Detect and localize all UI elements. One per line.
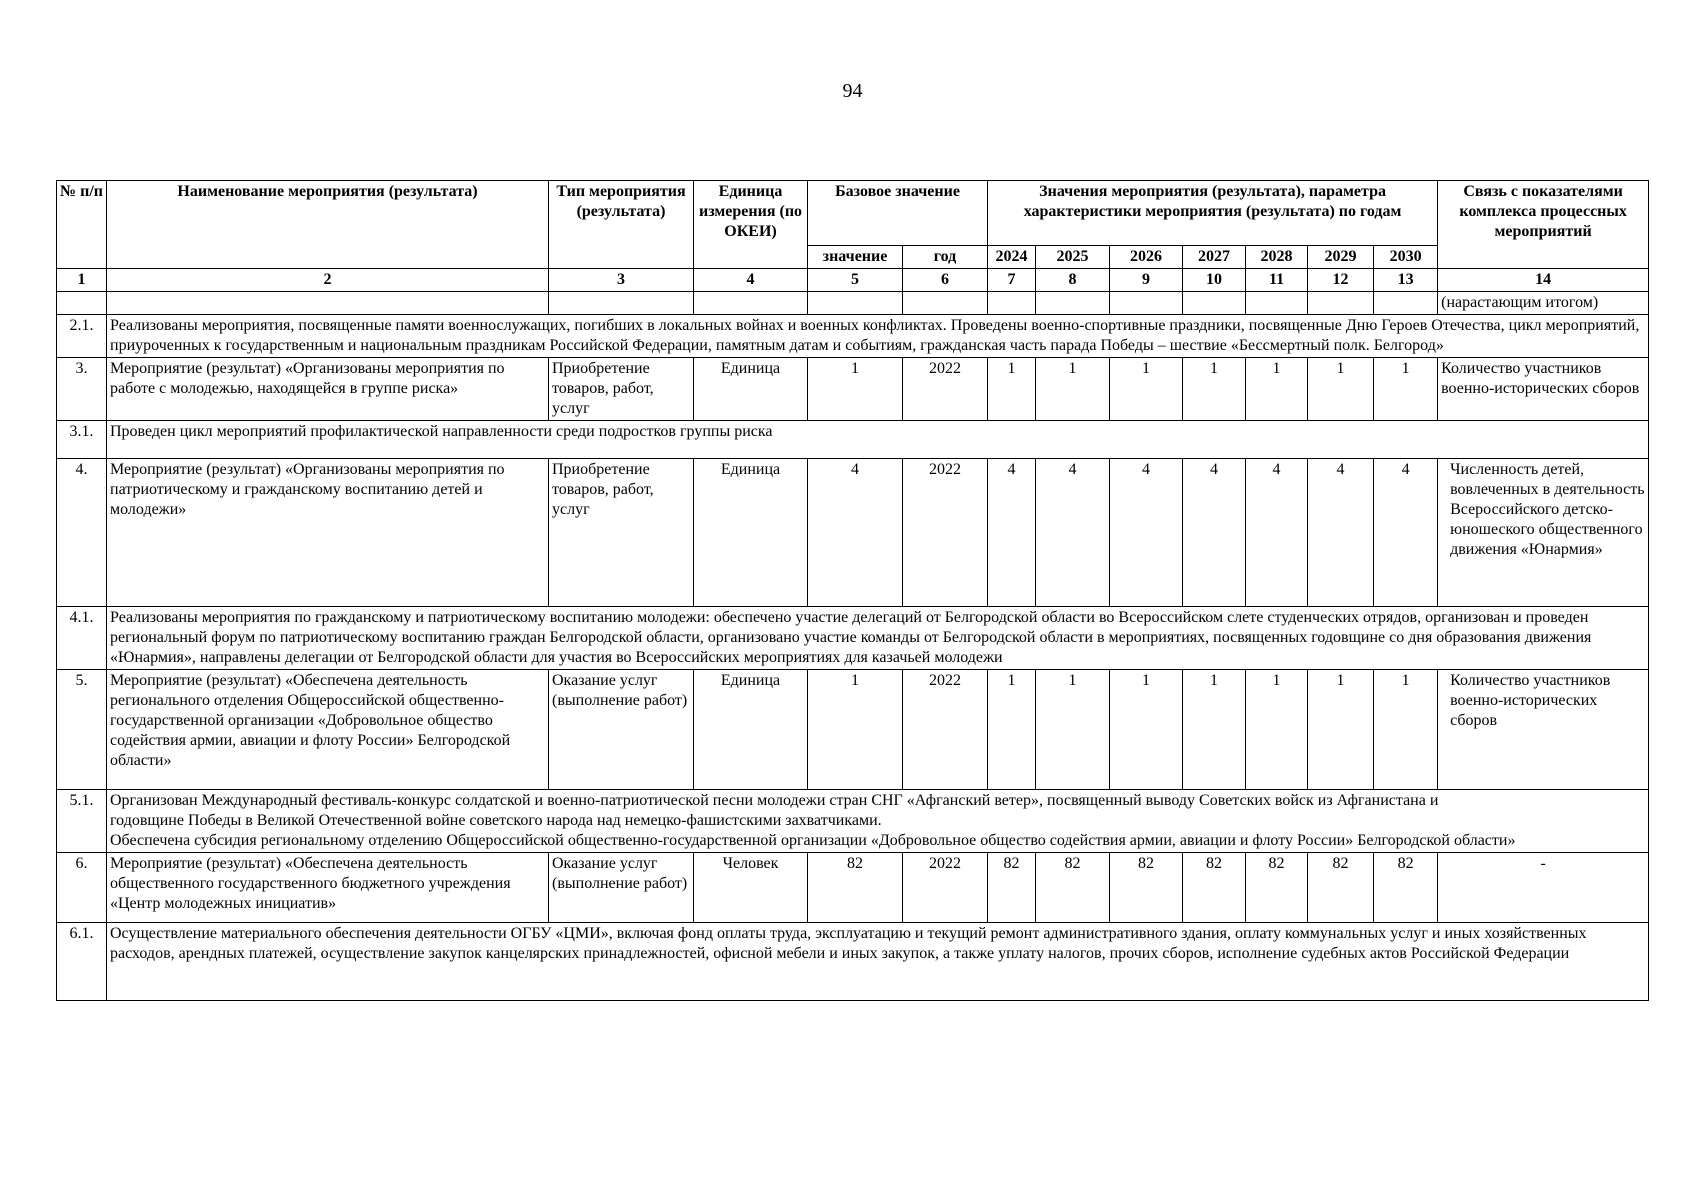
- header-base-year: год: [903, 246, 988, 269]
- activity-unit: Единица: [694, 459, 808, 607]
- row-2-1: [57, 315, 1649, 358]
- row-description: Реализованы мероприятия по гражданскому и патриотическому воспитанию молодежи: обеспечено участие делегаций от Белгородской области во Всероссийском слете студенческих отрядов, организован и проведен региональный форум по патриотическому воспитанию граждан Белгородской области, организовано участие команды от Белгородской области в мероприятиях, посвященных годовщине со дня образования движения «Юнармия», направлены делегации от Белгородской области для участия во Всероссийских мероприятиях для казачьей молодежи: [107, 607, 1649, 670]
- year-value: 1: [1374, 358, 1438, 421]
- row-description: Осуществление материального обеспечения деятельности ОГБУ «ЦМИ», включая фонд оплаты труда, эксплуатацию и текущий ремонт административного здания, оплату коммунальных услуг и иных хозяйственных расходов, арендных платежей, осуществление закупок канцелярских принадлежностей, офисной мебели и иных закупок, а также уплату налогов, прочих сборов, исполнение судебных актов Российской Федерации: [107, 923, 1649, 1001]
- year-value: 4: [1110, 459, 1183, 607]
- header-year: 2030: [1374, 246, 1438, 269]
- header-base: Базовое значение: [808, 181, 988, 246]
- row-number: 2.1.: [57, 315, 107, 358]
- cumulative-row: [57, 292, 1649, 315]
- row-description: Обеспечена субсидия региональному отделению Общероссийской общественно-государственной организации «Добровольное общество содействия армии, авиации и флоту России» Белгородской области»: [110, 832, 1516, 849]
- header-year: 2026: [1110, 246, 1183, 269]
- year-value: 1: [988, 358, 1036, 421]
- year-value: 82: [988, 853, 1036, 923]
- indicator-link: Количество участников военно-исторических сборов: [1438, 358, 1649, 421]
- year-value: 4: [1036, 459, 1110, 607]
- column-number: 5: [808, 269, 903, 292]
- row-number: 5.: [57, 670, 107, 790]
- column-number: 4: [694, 269, 808, 292]
- column-number: 13: [1374, 269, 1438, 292]
- year-value: 82: [1110, 853, 1183, 923]
- activity-name: Мероприятие (результат) «Обеспечена деятельность общественного государственного бюджетного учреждения «Центр молодежных инициатив»: [107, 853, 549, 923]
- column-number: 10: [1183, 269, 1246, 292]
- year-value: 82: [1036, 853, 1110, 923]
- year-value: 4: [1308, 459, 1374, 607]
- cumulative-note: (нарастающим итогом): [1438, 292, 1649, 315]
- column-number: 11: [1246, 269, 1308, 292]
- row-5-1: [57, 790, 1649, 853]
- base-year: 2022: [903, 358, 988, 421]
- year-value: 1: [1246, 670, 1308, 790]
- row-6-1: [57, 923, 1649, 1001]
- year-value: 1: [1183, 670, 1246, 790]
- column-number: 8: [1036, 269, 1110, 292]
- column-number: 3: [549, 269, 694, 292]
- indicator-link: Численность детей, вовлеченных в деятельность Всероссийского детско-юношеского общественного движения «Юнармия»: [1438, 459, 1649, 607]
- row-number: 3.: [57, 358, 107, 421]
- column-number: 9: [1110, 269, 1183, 292]
- year-value: 82: [1246, 853, 1308, 923]
- row-number: 6.: [57, 853, 107, 923]
- header-row-1: [57, 181, 1649, 246]
- row-description: Организован Международный фестиваль-конкурс солдатской и военно-патриотической песни молодежи стран СНГ «Афганский ветер», посвященный выводу Советских войск из Афганистана и годовщине Победы в Великой Отечественной войне советского народа над немецко-фашистскими захватчиками.: [110, 792, 1439, 829]
- year-value: 1: [1183, 358, 1246, 421]
- activity-name: Мероприятие (результат) «Организованы мероприятия по работе с молодежью, находящейся в группе риска»: [107, 358, 549, 421]
- row-6: [57, 853, 1649, 923]
- base-value: 4: [808, 459, 903, 607]
- year-value: 1: [988, 670, 1036, 790]
- header-name: Наименование мероприятия (результата): [107, 181, 549, 269]
- year-value: 82: [1183, 853, 1246, 923]
- row-number: 6.1.: [57, 923, 107, 1001]
- base-year: 2022: [903, 853, 988, 923]
- header-year: 2025: [1036, 246, 1110, 269]
- column-number: 1: [57, 269, 107, 292]
- column-number: 6: [903, 269, 988, 292]
- year-value: 1: [1246, 358, 1308, 421]
- year-value: 1: [1374, 670, 1438, 790]
- header-type: Тип мероприятия (результата): [549, 181, 694, 269]
- year-value: 1: [1036, 670, 1110, 790]
- header-values: Значения мероприятия (результата), параметра характеристики мероприятия (результата) по годам: [988, 181, 1438, 246]
- row-4-1: [57, 607, 1649, 670]
- column-number: 12: [1308, 269, 1374, 292]
- year-value: 1: [1110, 670, 1183, 790]
- row-number: 4.1.: [57, 607, 107, 670]
- column-number: 14: [1438, 269, 1649, 292]
- base-value: 1: [808, 358, 903, 421]
- header-year: 2028: [1246, 246, 1308, 269]
- header-year: 2024: [988, 246, 1036, 269]
- year-value: 4: [988, 459, 1036, 607]
- column-number: 2: [107, 269, 549, 292]
- base-value: 1: [808, 670, 903, 790]
- header-link: Связь с показателями комплекса процессных мероприятий: [1438, 181, 1649, 269]
- year-value: 4: [1246, 459, 1308, 607]
- activities-table: [56, 180, 1649, 1001]
- header-base-value: значение: [808, 246, 903, 269]
- activity-type: Приобретение товаров, работ, услуг: [549, 459, 694, 607]
- row-5: [57, 670, 1649, 790]
- indicator-link: Количество участников военно-исторических сборов: [1438, 670, 1649, 790]
- row-number: 4.: [57, 459, 107, 607]
- base-year: 2022: [903, 670, 988, 790]
- row-number: 5.1.: [57, 790, 107, 853]
- activity-type: Приобретение товаров, работ, услуг: [549, 358, 694, 421]
- activity-name: Мероприятие (результат) «Организованы мероприятия по патриотическому и гражданскому воспитанию детей и молодежи»: [107, 459, 549, 607]
- column-number: 7: [988, 269, 1036, 292]
- row-description: Реализованы мероприятия, посвященные памяти военнослужащих, погибших в локальных войнах и военных конфликтах. Проведены военно-спортивные праздники, посвященные Дню Героев Отечества, цикл мероприятий, приуроченных к государственным и национальным праздникам Российской Федерации, памятным датам и событиям, гражданская часть парада Победы – шествие «Бессмертный полк. Белгород»: [107, 315, 1649, 358]
- activity-unit: Единица: [694, 670, 808, 790]
- header-num: № п/п: [57, 181, 107, 269]
- year-value: 4: [1374, 459, 1438, 607]
- header-year: 2029: [1308, 246, 1374, 269]
- activity-unit: Человек: [694, 853, 808, 923]
- indicator-link: -: [1438, 853, 1649, 923]
- page-number: 94: [842, 80, 863, 102]
- year-value: 4: [1183, 459, 1246, 607]
- year-value: 1: [1110, 358, 1183, 421]
- row-3: [57, 358, 1649, 421]
- year-value: 1: [1308, 358, 1374, 421]
- row-4: [57, 459, 1649, 607]
- column-numbers-row: [57, 269, 1649, 292]
- row-number: 3.1.: [57, 421, 107, 459]
- row-3-1: [57, 421, 1649, 459]
- year-value: 82: [1308, 853, 1374, 923]
- activity-name: Мероприятие (результат) «Обеспечена деятельность регионального отделения Общероссийской общественно-государственной организации «Добровольное общество содействия армии, авиации и флоту России» Белгородской области»: [107, 670, 549, 790]
- header-unit: Единица измерения (по ОКЕИ): [694, 181, 808, 269]
- header-year: 2027: [1183, 246, 1246, 269]
- year-value: 82: [1374, 853, 1438, 923]
- activity-type: Оказание услуг (выполнение работ): [549, 853, 694, 923]
- base-year: 2022: [903, 459, 988, 607]
- year-value: 1: [1036, 358, 1110, 421]
- year-value: 1: [1308, 670, 1374, 790]
- base-value: 82: [808, 853, 903, 923]
- activity-unit: Единица: [694, 358, 808, 421]
- activity-type: Оказание услуг (выполнение работ): [549, 670, 694, 790]
- row-description: Проведен цикл мероприятий профилактической направленности среди подростков группы риска: [107, 421, 1649, 459]
